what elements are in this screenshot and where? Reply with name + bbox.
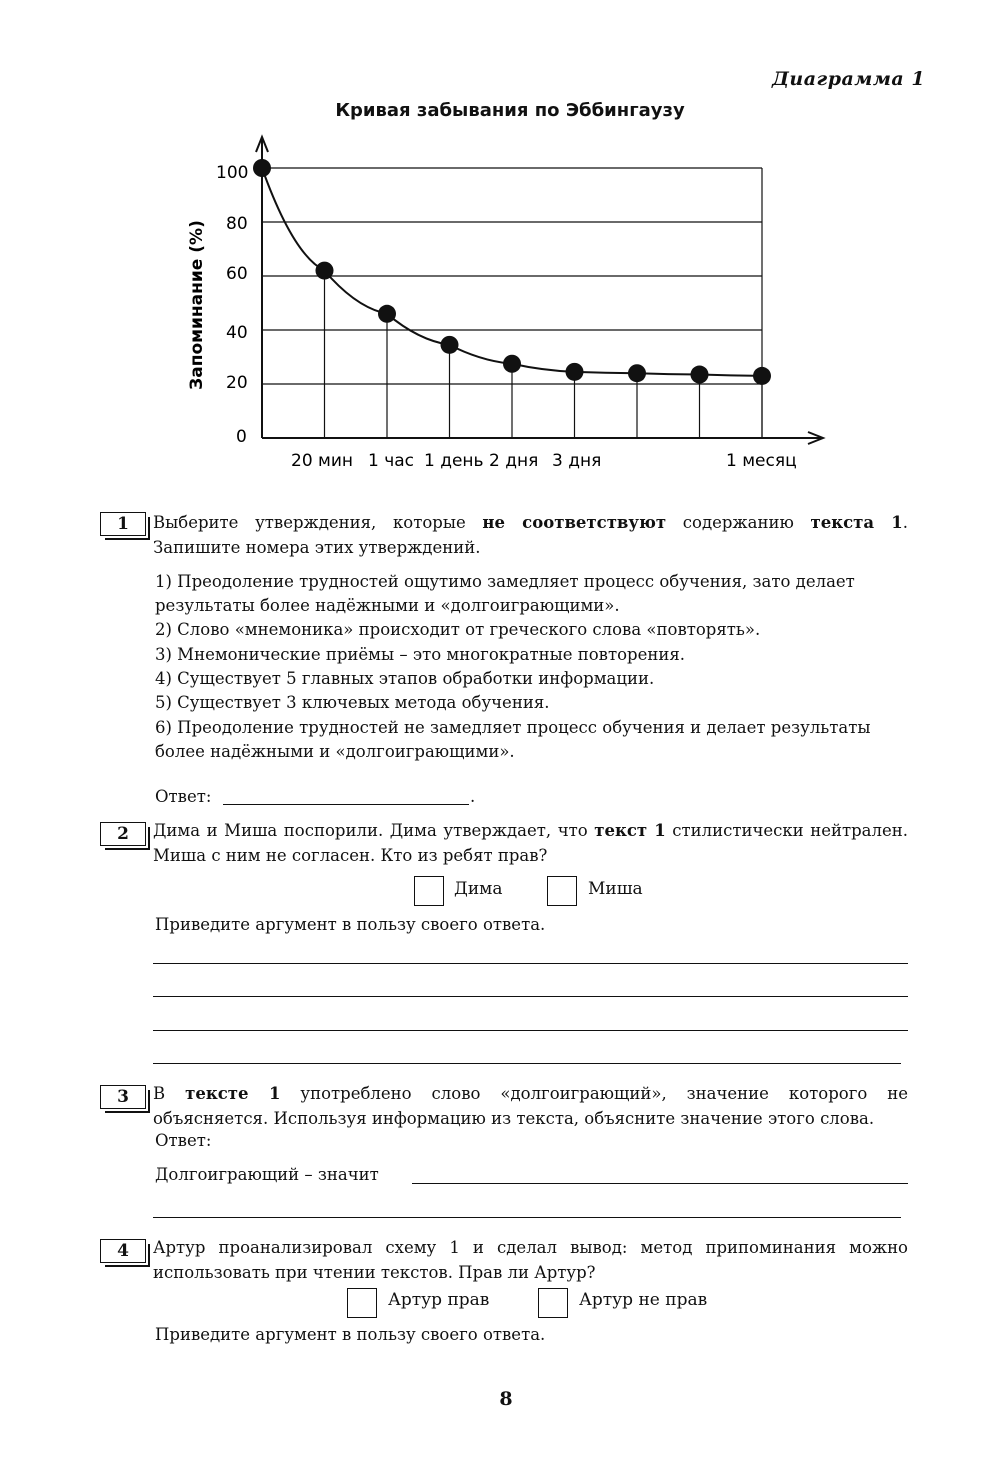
data-point-7 (628, 364, 646, 382)
y-tick-80: 80 (226, 214, 248, 234)
dima-checkbox[interactable] (414, 876, 444, 906)
misha-label: Миша (588, 879, 643, 899)
task-4-question: Артур проанализировал схему 1 и сделал вывод: метод припоминания можно использовать при чтении текстов. Прав ли Артур? (153, 1238, 908, 1282)
task-1-answer-line[interactable] (223, 804, 469, 805)
x-tick-1: 20 мин (291, 451, 354, 471)
task-3-definition-label: Долгоиграющий – значит (155, 1165, 379, 1184)
task-2-answer-line-1[interactable] (153, 963, 908, 964)
data-point-8 (691, 366, 709, 384)
task-2-question: Дима и Миша поспорили. Дима утверждает, что текст 1 стилистически нейтрален. Миша с ним не согласен. Кто из ребят прав? (153, 821, 909, 865)
y-axis-label: Запоминание (%) (187, 220, 207, 390)
task-2-number: 2 (100, 822, 146, 846)
task-2-argument-prompt: Приведите аргумент в пользу своего ответа. (155, 915, 546, 934)
answer-period: . (470, 787, 476, 806)
artur-wrong-label: Артур не прав (579, 1290, 708, 1310)
x-tick-4: 2 дня (489, 451, 539, 471)
y-tick-100: 100 (216, 163, 249, 183)
task-1-question: Выберите утверждения, которые не соответствуют содержанию текста 1. Запишите номера этих утверждений. (153, 513, 909, 557)
task-1-option-1: 1) Преодоление трудностей ощутимо замедляет процесс обучения, зато делает результаты более надёжными и «долгоиграющими». (155, 572, 855, 615)
x-tick-3: 1 день (424, 451, 484, 471)
y-tick-60: 60 (226, 264, 248, 284)
task-4-number: 4 (100, 1239, 146, 1263)
x-tick-5: 3 дня (552, 451, 602, 471)
task-1-number: 1 (100, 512, 146, 536)
task-2-answer-line-2[interactable] (153, 996, 908, 997)
task-1-option-2: 2) Слово «мнемоника» происходит от греческого слова «повторять». (155, 620, 761, 639)
task-1-option-6: 6) Преодоление трудностей не замедляет процесс обучения и делает результаты более надёжными и «долгоиграющими». (155, 718, 871, 761)
artur-right-checkbox[interactable] (347, 1288, 377, 1318)
misha-checkbox[interactable] (547, 876, 577, 906)
curve-series-line (262, 168, 762, 376)
data-point-6 (566, 363, 584, 381)
task-2-answer-line-4[interactable] (153, 1063, 901, 1064)
y-tick-40: 40 (226, 323, 248, 343)
x-tick-6: 1 месяц (726, 451, 797, 471)
task-1-option-3: 3) Мнемонические приёмы – это многократные повторения. (155, 645, 685, 664)
data-point-2 (316, 262, 334, 280)
task-3-answer-line-2[interactable] (153, 1217, 901, 1218)
task-1-option-4: 4) Существует 5 главных этапов обработки информации. (155, 669, 655, 688)
artur-right-label: Артур прав (388, 1290, 490, 1310)
task-3-answer-label: Ответ: (155, 1131, 212, 1150)
x-tick-2: 1 час (368, 451, 415, 471)
task-1-answer-label: Ответ: (155, 787, 212, 806)
task-3-number: 3 (100, 1085, 146, 1109)
page-number: 8 (499, 1388, 513, 1410)
data-point-4 (441, 336, 459, 354)
task-2-answer-line-3[interactable] (153, 1030, 908, 1031)
data-point-5 (503, 355, 521, 373)
diagram-label: Диаграмма 1 (772, 68, 926, 90)
task-3-answer-line-1[interactable] (412, 1183, 908, 1184)
chart-title: Кривая забывания по Эббингаузу (335, 100, 685, 121)
task-1-option-5: 5) Существует 3 ключевых метода обучения. (155, 693, 550, 712)
artur-wrong-checkbox[interactable] (538, 1288, 568, 1318)
task-4-argument-prompt: Приведите аргумент в пользу своего ответа. (155, 1325, 546, 1344)
y-tick-20: 20 (226, 373, 248, 393)
y-tick-0: 0 (236, 427, 247, 447)
data-point-1 (253, 159, 271, 177)
forgetting-curve-chart (0, 0, 1000, 480)
data-point-3 (378, 305, 396, 323)
dima-label: Дима (454, 879, 503, 899)
task-3-question: В тексте 1 употреблено слово «долгоиграющий», значение которого не объясняется. Используя информацию из текста, объясните значение этого слова. (153, 1084, 908, 1128)
data-point-9 (753, 367, 771, 385)
